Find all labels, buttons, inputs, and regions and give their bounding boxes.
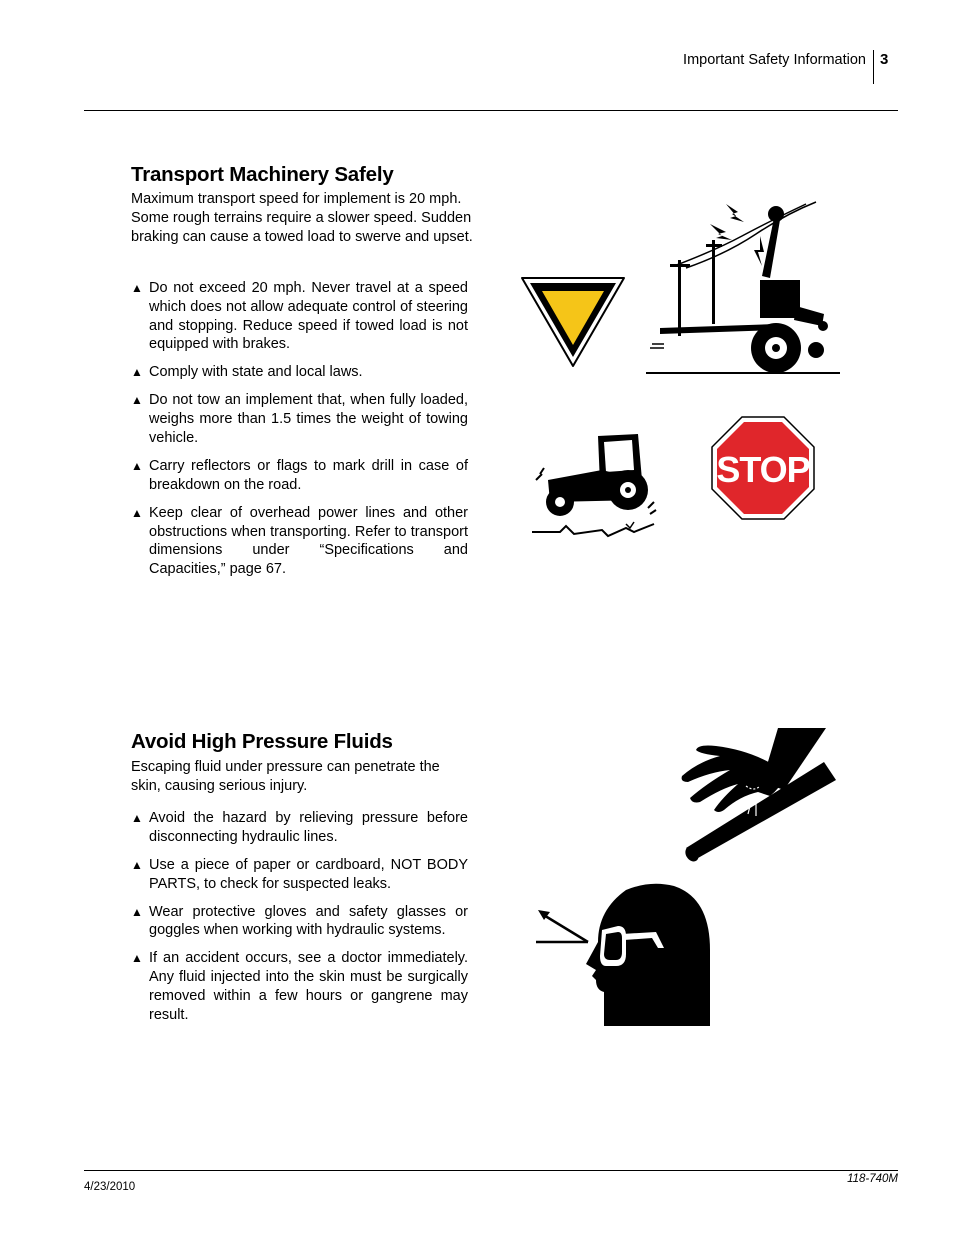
triangle-bullet-icon: ▲ (131, 281, 143, 295)
triangle-bullet-icon: ▲ (131, 505, 143, 520)
footer-date: 4/23/2010 (84, 1181, 136, 1193)
header-rule (84, 110, 898, 111)
list-item: ▲ Wear protective gloves and safety glasses or goggles when working with hydraulic systems. (131, 903, 468, 939)
bullet-list-fluids (131, 809, 468, 1034)
triangle-bullet-icon: ▲ (131, 365, 143, 380)
triangle-bullet-icon: ▲ (131, 951, 143, 966)
triangle-bullet-icon: ▲ (131, 393, 143, 408)
section-title-transport: Transport Machinery Safely (131, 163, 394, 186)
triangle-bullet-icon: ▲ (131, 458, 143, 473)
list-item: ▲ Use a piece of paper or cardboard, NOT BODY PARTS, to check for suspected leaks. (131, 856, 468, 892)
list-item: ▲ Keep clear of overhead power lines and other obstructions when transporting. Refer to transport dimensions under “Specifications and Capacities,” page 67. (131, 504, 468, 578)
safety-glasses-head-icon (532, 880, 714, 1028)
list-item: ▲ If an accident occurs, see a doctor immediately. Any fluid injected into the skin must be surgically removed within a few hours or gangrene may result. (131, 950, 468, 1023)
high-pressure-fluid-hand-icon (676, 726, 836, 860)
header-separator (873, 50, 874, 84)
list-item: ▲ Do not exceed 20 mph. Never travel at a speed which does not allow adequate control of steering and stopping. Reduce speed if towed load is not equipped with brakes. (131, 280, 468, 353)
list-item: ▲ Carry reflectors or flags to mark drill in case of breakdown on the road. (131, 457, 468, 493)
section-intro-transport: Maximum transport speed for implement is 20 mph. Some rough terrains require a slower speed. Sudden braking can cause a towed load to swerve and upset. (131, 191, 473, 245)
list-item: ▲ Do not tow an implement that, when fully loaded, weighs more than 1.5 times the weight of towing vehicle. (131, 392, 468, 446)
section-title-fluids: Avoid High Pressure Fluids (131, 730, 393, 753)
list-item: ▲ Comply with state and local laws. (131, 364, 363, 381)
list-item: ▲ Avoid the hazard by relieving pressure before disconnecting hydraulic lines. (131, 810, 468, 845)
stop-sign-label: STOP (716, 449, 810, 490)
tractor-upset-icon (530, 430, 660, 538)
running-header-title: Important Safety Information (683, 52, 866, 68)
page-number: 3 (880, 51, 889, 68)
footer-rule (84, 1170, 898, 1171)
footer-document-number: 118-740M (847, 1173, 898, 1185)
stop-sign-icon (711, 416, 815, 520)
triangle-bullet-icon: ▲ (131, 904, 143, 919)
yield-sign-icon (518, 276, 628, 368)
power-line-hazard-icon (646, 194, 842, 376)
section-intro-fluids: Escaping fluid under pressure can penetrate the skin, causing serious injury. (131, 759, 440, 794)
triangle-bullet-icon: ▲ (131, 811, 143, 825)
triangle-bullet-icon: ▲ (131, 857, 143, 872)
bullet-list-transport (131, 279, 468, 588)
